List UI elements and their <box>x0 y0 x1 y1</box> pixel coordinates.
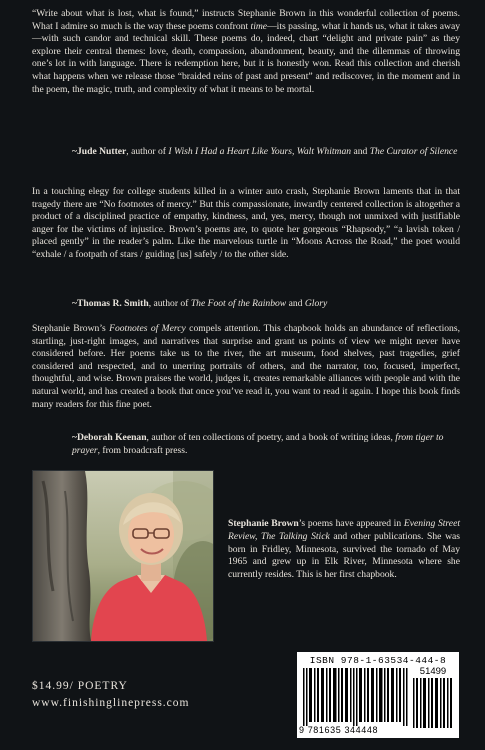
bio-text: and other publications. She was born in Fridley, Minnesota, survived the tornado of May 1965 and grew up in Elk River, Minnesota where she currently resides. This is her first chapbook. <box>228 530 460 581</box>
attribution-text: and <box>351 146 370 157</box>
attribution-thomas-smith <box>72 298 462 311</box>
bio-text: ’s poems have appeared in <box>298 518 404 529</box>
attribution-name: ~Jude Nutter <box>72 146 127 157</box>
attribution-deborah-keenan <box>72 432 462 457</box>
attribution-work: The Foot of the Rainbow <box>190 298 287 309</box>
attribution-work: Glory <box>304 298 328 309</box>
author-photo <box>32 470 214 642</box>
bio-journals: Evening Street Review, The Talking Stick <box>228 518 460 542</box>
attribution-work: The Curator of Silence <box>369 146 458 157</box>
author-bio <box>228 518 460 582</box>
barcode-bars-icon <box>303 668 409 726</box>
ean-number: 9 781635 344448 <box>299 725 379 735</box>
blurb-italic: time <box>250 20 268 32</box>
attribution-text: and <box>286 298 305 309</box>
attribution-text: , author of <box>148 298 191 309</box>
blurb-thomas-smith <box>32 186 460 262</box>
blurb-text: “Write about what is lost, what is found,” instructs Stephanie Brown in this wonderful collection of poems. What I admire so much is the way these poems confront <box>32 8 460 32</box>
attribution-work: I Wish I Had a Heart Like Yours, Walt Whitman <box>168 146 352 157</box>
attribution-text: , author of <box>126 146 169 157</box>
blurb-text: —its passing, what it hands us, what it takes away—with such candor and technical skill. These poems do, indeed, chart “delight and private pain” as they explore their central themes: love, death, compassion, abandonment, beauty, and the dilemmas of throwing one’s lot in with language. There is redemption here, but it is honestly won. Read this collection and cherish what happens when we release those “braided reins of past and present” and rediscover, in the moment and in the poem, the magic, truth, and complexity of what it means to be mortal. <box>32 20 461 95</box>
bio-author-name: Stephanie Brown <box>228 518 299 529</box>
attribution-name: ~Deborah Keenan <box>72 432 147 443</box>
attribution-jude-nutter <box>72 146 462 159</box>
publisher-website: www.finishinglinepress.com <box>32 697 190 709</box>
blurb-jude-nutter <box>32 8 460 96</box>
blurb-text: Stephanie Brown’s <box>32 323 110 334</box>
isbn-number: ISBN 978-1-63534-444-8 <box>309 655 447 666</box>
isbn-barcode <box>297 652 459 738</box>
attribution-work: from tiger to prayer <box>72 432 444 456</box>
attribution-text: , from broadcraft press. <box>97 444 188 456</box>
attribution-text: , author of ten collections of poetry, and a book of writing ideas, <box>146 432 396 443</box>
price-addon-code: 51499 <box>419 666 447 677</box>
price-category: $14.99/ POETRY <box>32 680 128 692</box>
blurb-text: compels attention. This chapbook holds an abundance of reflections, startling, just-right images, and narratives that surprise and grant us points of view we might never have considered before. Her poems take us to the river, the art museum, food shelves, past tragedies, grief considered and respected, and to unerring portraits of others, and the narrator, too, focused, imperfect, thoughtful, and wise. Brown praises the world, judges it, creates remarkable alliances with people and with the natural world, and has created a book that once you’ve read it, you want to read it again. I hope this book finds many readers for this fine poet. <box>32 323 460 410</box>
blurb-italic: Footnotes of Mercy <box>109 323 186 334</box>
addon-bars-icon <box>413 678 453 728</box>
attribution-name: ~Thomas R. Smith <box>72 298 149 309</box>
blurb-text: In a touching elegy for college students killed in a winter auto crash, Stephanie Brown laments that in that tragedy there are “No footnotes of mercy.” But this compassionate, inwardly centered collection is altogether a product of a disciplined practice of empathy, kindness, and, yes, mercy, though not unmixed with justifiable anger for the victims of injustice. Brown’s poems are, to quote her gorgeous “Rhapsody,” “a lavish token / placed gently” in the reader’s palm. Like the marvelous turtle in “Moons Across the Road,” the poet would “exhale / a footpath of stars / guiding [us] safely / to the other side. <box>32 186 460 260</box>
blurb-deborah-keenan <box>32 323 460 411</box>
author-portrait-image <box>33 471 213 641</box>
